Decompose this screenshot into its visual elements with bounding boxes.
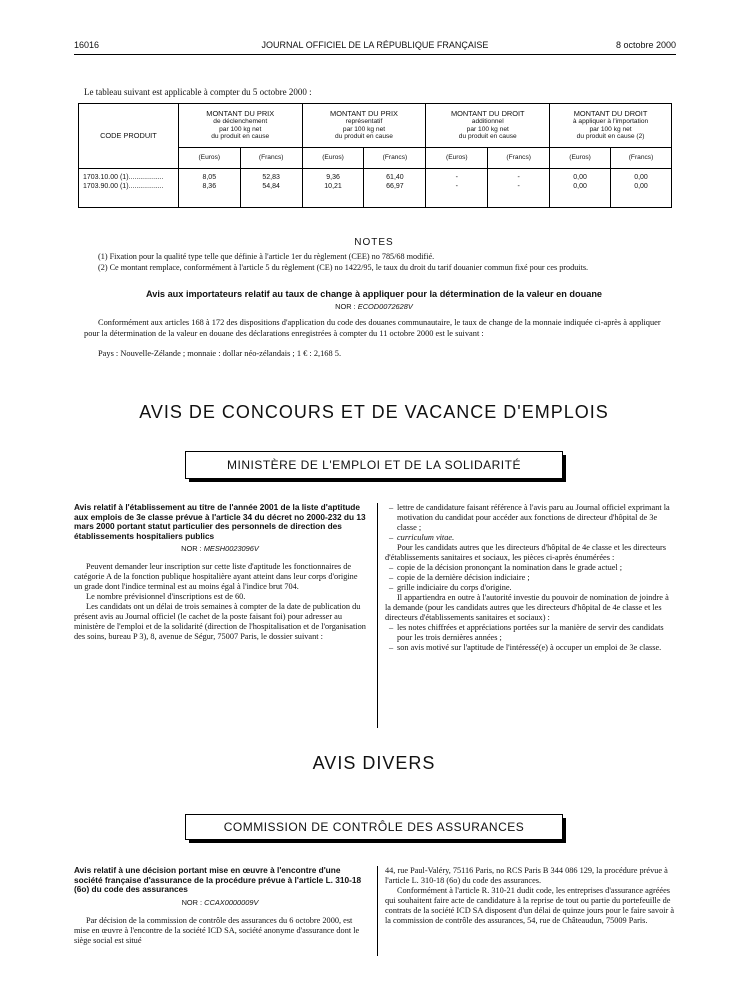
list-item: – lettre de candidature faisant référence à l'avis paru au Journal officiel exprimant la motivation du candidat pour accéder aux fonctions de directeur d'hôpital de 3e classe ; — [385, 503, 676, 533]
sub-header: (Euros) — [550, 148, 611, 169]
section-title-divers: AVIS DIVERS — [312, 753, 436, 773]
price-table — [78, 103, 672, 208]
concours-paragraph: Le nombre prévisionnel d'inscriptions est de 60. — [86, 592, 246, 602]
page-number: 16016 — [74, 40, 100, 50]
divers-paragraph: Conformément à l'article R. 310-21 dudit code, les entreprises d'assurance agréées qui souhaitent faire acte de candidature à la reprise de tout ou partie du portefeuille de contrats de la société ICD SA disposent d'un délai de quinze jours pour le faire savoir à la commission de contrôle des assurances, 54, rue de Châteaudun, 75009 Paris. — [385, 886, 675, 925]
group-header-2: MONTANT DU PRIX représentatif par 100 kg net du produit en cause — [302, 104, 426, 148]
code-header: CODE PRODUIT — [79, 104, 179, 169]
concours-paragraph: Peuvent demander leur inscription sur cette liste d'aptitude les fonctionnaires de catégorie A de la fonction publique hospitalière ayant atteint dans leur corps d'origine un grade dont l'indice terminal est au moins égal à l'indice brut 704. — [74, 562, 358, 592]
journal-title: JOURNAL OFFICIEL DE LA RÉPUBLIQUE FRANÇAISE — [261, 40, 489, 50]
running-header — [74, 40, 676, 52]
concours-paragraph: Les candidats ont un délai de trois semaines à compter de la date de publication du présent avis au Journal officiel (le cachet de la poste faisant foi) pour adresser au ministère de l'emploi et de la solidarité (direction de l'hospitalisation et de l'organisation des soins, bureau P 3), 8, avenue de Ségur, 75007 Paris, le dossier suivant : — [74, 602, 366, 642]
value-cell: - - — [426, 169, 488, 208]
sub-header: (Euros) — [426, 148, 488, 169]
divers-left-column — [74, 866, 366, 946]
note-2: (2) Ce montant remplace, conformément à l'article 5 du règlement (CE) no 1422/95, le taux du droit du tarif douanier commun fixé pour ces produits. — [98, 263, 589, 272]
commission-box — [185, 814, 563, 840]
concours-article-title: Avis relatif à l'établissement au titre de l'année 2001 de la liste d'aptitude aux emplois de 3e classe prévue à l'article 34 du décret no 2000-232 du 13 mars 2000 portant statut particulier des personnels de direction des établissements hospitaliers publics — [74, 502, 366, 541]
code-cell: 1703.10.00 (1).................. 1703.90.00 (1).................. — [79, 169, 179, 208]
divers-right-column — [385, 866, 676, 926]
value-cell: 0,00 0,00 — [611, 169, 672, 208]
note-1: (1) Fixation pour la qualité type telle que définie à l'article 1er du règlement (CEE) no 785/68 modifié. — [98, 252, 435, 261]
value-cell: 61,40 66,97 — [364, 169, 426, 208]
section-title-concours: AVIS DE CONCOURS ET DE VACANCE D'EMPLOIS — [139, 402, 609, 422]
value-cell: 0,00 0,00 — [550, 169, 611, 208]
concours-paragraph: Pour les candidats autres que les directeurs d'hôpital de 4e classe et les directeurs d'établissements sanitaires et sociaux, les pièces ci-après énumérées : — [385, 543, 666, 562]
ministry-box — [185, 451, 563, 479]
concours-nor: NOR : MESH0023096V — [181, 544, 259, 554]
value-cell: 52,83 54,84 — [240, 169, 302, 208]
group-header-3: MONTANT DU DROIT additionnel par 100 kg net du produit en cause — [426, 104, 550, 148]
sub-header: (Francs) — [240, 148, 302, 169]
divers-nor: NOR : CCAX0000009V — [181, 897, 259, 907]
table-intro: Le tableau suivant est applicable à compter du 5 octobre 2000 : — [84, 87, 312, 97]
avis-change-rate: Pays : Nouvelle-Zélande ; monnaie : dollar néo-zélandais ; 1 € : 2,168 5. — [98, 349, 342, 358]
divers-article-title: Avis relatif à une décision portant mise en œuvre à l'encontre d'une société française d'assurance de la procédure prévue à l'article L. 310-18 (6o) du code des assurances — [74, 865, 362, 895]
list-item: – son avis motivé sur l'aptitude de l'intéressé(e) à occuper un emploi de 3e classe. — [385, 643, 676, 653]
value-cell: - - — [488, 169, 550, 208]
commission-name: COMMISSION DE CONTRÔLE DES ASSURANCES — [223, 820, 525, 834]
column-divider — [377, 503, 378, 728]
column-divider — [377, 866, 378, 956]
list-item: – copie de la décision prononçant la nomination dans le grade actuel ; — [385, 563, 676, 573]
value-cell: 8,05 8,36 — [178, 169, 240, 208]
avis-change-title: Avis aux importateurs relatif au taux de change à appliquer pour la détermination de la valeur en douane — [145, 289, 603, 299]
issue-date: 8 octobre 2000 — [615, 40, 676, 50]
avis-change-paragraph: Conformément aux articles 168 à 172 des dispositions d'application du code des douanes communautaire, le taux de change de la monnaie indiquée ci-après à appliquer pour la détermination de la valeur en douane des déclarations enregistrées à compter du 11 octobre 2000 est le suivant : — [84, 318, 661, 338]
list-item: – curriculum vitae. — [385, 533, 676, 543]
list-item: – grille indiciaire du corps d'origine. — [385, 583, 676, 593]
divers-paragraph: Par décision de la commission de contrôle des assurances du 6 octobre 2000, est mise en œuvre à l'encontre de la société ICD SA, société anonyme d'assurance dont le siège social est situé — [74, 915, 360, 945]
ministry-name: MINISTÈRE DE L'EMPLOI ET DE LA SOLIDARITÉ — [227, 458, 521, 472]
value-cell: 9,36 10,21 — [302, 169, 364, 208]
avis-change-nor: NOR : ECOD0072628V — [335, 302, 413, 311]
concours-paragraph: Il appartiendra en outre à l'autorité investie du pouvoir de nomination de joindre à la demande (pour les candidats autres que les directeurs d'hôpital de 4e classe et les directeurs d'établissements sanitaires et sociaux) : — [385, 593, 669, 622]
list-item: – les notes chiffrées et appréciations portées sur la manière de servir des candidats pour les trois dernières années ; — [385, 623, 676, 643]
table-data-row — [79, 169, 672, 208]
header-rule — [74, 54, 676, 55]
sub-header: (Francs) — [364, 148, 426, 169]
group-header-1: MONTANT DU PRIX de déclenchement par 100 kg net du produit en cause — [178, 104, 302, 148]
list-item: – copie de la dernière décision indiciaire ; — [385, 573, 676, 583]
sub-header: (Euros) — [302, 148, 364, 169]
concours-left-column — [74, 503, 366, 642]
sub-header: (Francs) — [488, 148, 550, 169]
notes-title: NOTES — [354, 237, 394, 248]
concours-right-column — [385, 503, 676, 653]
sub-header: (Francs) — [611, 148, 672, 169]
sub-header: (Euros) — [178, 148, 240, 169]
group-header-4: MONTANT DU DROIT à appliquer à l'importation par 100 kg net du produit en cause (2) — [550, 104, 672, 148]
divers-paragraph: 44, rue Paul-Valéry, 75116 Paris, no RCS Paris B 344 086 129, la procédure prévue à l'article L. 310-18 (6o) du code des assurances. — [385, 866, 668, 885]
